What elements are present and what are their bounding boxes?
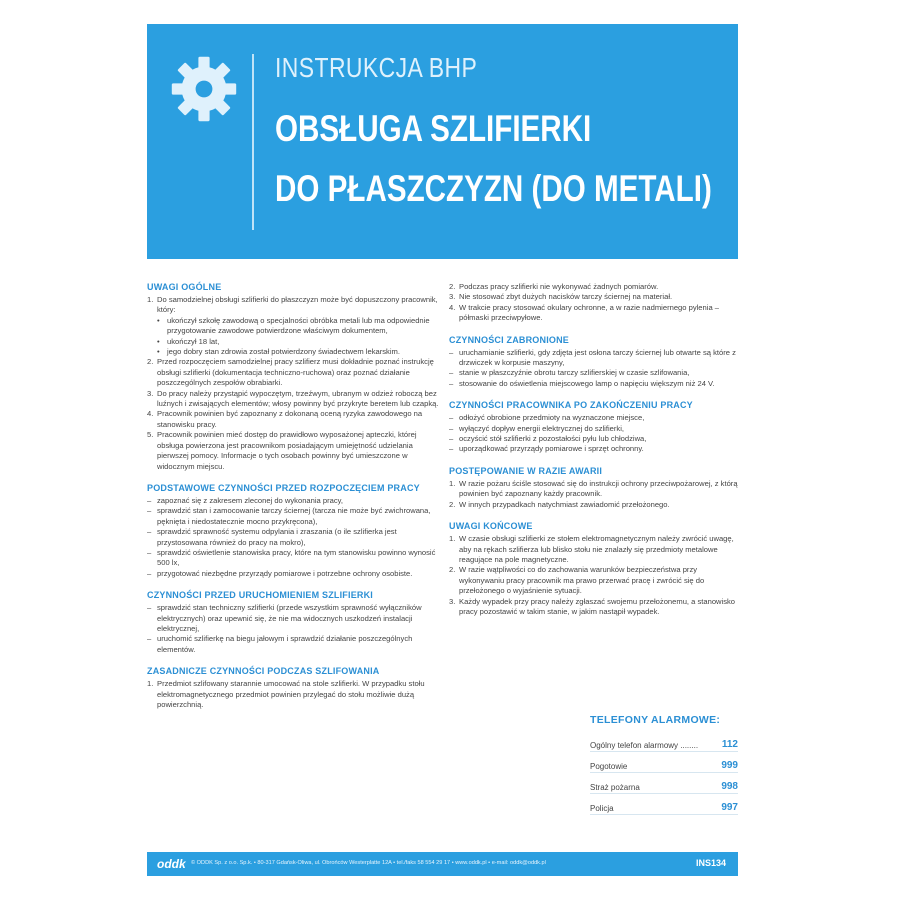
list-item: 3. Nie stosować zbyt dużych nacisków tarczy ściernej na materiał. — [449, 292, 673, 302]
list-item: – uporządkować przyrządy pomiarowe i sprzęt ochronny. — [449, 444, 644, 454]
list-item: 3. Każdy wypadek przy pracy należy zgłaszać swojemu przełożonemu, a stanowisko pracy pozostawić w takim stanie, w jakim nastąpił wypadek. — [449, 596, 736, 616]
list-item: – stanie w płaszczyźnie obrotu tarczy szlifierskiej w czasie szlifowania, — [449, 368, 690, 378]
section-heading: CZYNNOŚCI PRZED URUCHOMIENIEM SZLIFIERKI — [147, 590, 374, 601]
list-item: 5. Pracownik powinien mieć dostęp do prawidłowo wyposażonej apteczki, której obsługa powierzona jest pracownikom posiadającym umiejętność udzielania pierwszej pomocy. Informacje o tych osobach powinny być umieszczone w widocznym miejscu. — [147, 430, 417, 471]
footer-bar — [147, 852, 738, 876]
document-type: INSTRUKCJA BHP — [275, 52, 478, 83]
list-item: – odłożyć obrobione przedmioty na wyznaczone miejsce, — [449, 413, 645, 423]
list-item: – uruchamianie szlifierki, gdy zdjęta jest osłona tarczy ściernej lub otwarte są które z drzwiczek w korpusie maszyny, — [449, 347, 736, 368]
section-before-start — [147, 483, 439, 579]
list-item: 4. W trakcie pracy stosować okulary ochronne, a w razie nadmiernego pylenia – półmaski przeciwpyłowe. — [449, 302, 720, 323]
list-item: – stosowanie do oświetlenia miejscowego lamp o napięciu większym niż 24 V. — [449, 378, 715, 388]
list-item: 2. Przed rozpoczęciem samodzielnej pracy szlifierz musi dokładnie poznać instrukcję obsługi szlifierki (dokumentacja techniczno-ruchowa) oraz poznać działanie poszczególnych zespołów obrabiarki. — [147, 357, 434, 388]
footer-contact: © ODDK Sp. z o.o. Sp.k. • 80-317 Gdańsk-Oliwa, ul. Obrońców Westerplatte 12A • tel./faks 58 554 29 17 • www.oddk.pl • e-mail: oddk@oddk.pl — [191, 860, 546, 866]
list-item: – zapoznać się z zakresem zleconej do wykonania pracy, — [147, 495, 343, 505]
section-during-grinding — [147, 666, 439, 710]
list-item: 2. W razie wątpliwości co do zachowania warunków bezpieczeństwa przy wykonywaniu pracy pracownik ma prawo przerwać pracę i zwrócić się do przełożonego o wyjaśnienie sytuacji. — [449, 565, 705, 596]
section-during-grinding-cont — [449, 282, 741, 324]
phone-label: Pogotowie — [590, 762, 628, 771]
list-item: 1. Przedmiot szlifowany starannie umocować na stole szlifierki. W przypadku stołu elektromagnetycznego przedmiot powinien przylegać do stołu możliwie dużą powierzchnią. — [147, 679, 425, 709]
list-item: • ukończył 18 lat, — [157, 336, 220, 346]
phone-label: Straż pożarna — [590, 783, 640, 792]
list-item: 1. W czasie obsługi szlifierki ze stołem elektromagnetycznym należy zwrócić uwagę, aby na rękach szlifierza lub blisko stołu nie znalazły się przedmioty metalowe reagujące na pole magnetyczne. — [449, 534, 734, 564]
list-item: – sprawdzić oświetlenie stanowiska pracy, które na tym stanowisku powinno wynosić 500 lx, — [147, 547, 436, 568]
phones-heading: TELEFONY ALARMOWE: — [590, 714, 721, 726]
phone-row — [590, 794, 738, 815]
phone-row — [590, 731, 738, 752]
list-item: – sprawdzić sprawność systemu odpylania i zraszania (o ile szlifierka jest przystosowana również do pracy na mokro), — [147, 527, 397, 547]
phone-number: 112 — [721, 739, 738, 750]
section-after-work — [449, 400, 741, 455]
section-heading: UWAGI OGÓLNE — [147, 282, 222, 292]
company-logo: oddk — [157, 857, 186, 871]
section-emergency — [449, 466, 741, 510]
list-item: – oczyścić stół szlifierki z pozostałości pyłu lub chłodziwa, — [449, 434, 647, 444]
list-item: 1. W razie pożaru ściśle stosować się do instrukcji ochrony przeciwpożarowej, z którą powinien być zapoznany każdy pracownik. — [449, 478, 738, 499]
header-divider — [252, 54, 254, 230]
section-heading: CZYNNOŚCI ZABRONIONE — [449, 334, 570, 345]
phone-label: Policja — [590, 804, 614, 813]
list-item: 2. W innych przypadkach natychmiast zawiadomić przełożonego. — [449, 499, 670, 509]
left-column — [147, 282, 439, 721]
phone-row — [590, 752, 738, 773]
section-heading: CZYNNOŚCI PRACOWNIKA PO ZAKOŃCZENIU PRACY — [449, 400, 693, 411]
header-banner — [147, 24, 738, 259]
list-item: 1. Do samodzielnej obsługi szlifierki do płaszczyzn może być dopuszczony pracownik, który: — [147, 295, 438, 315]
section-final-notes — [449, 521, 741, 617]
gear-icon — [169, 54, 239, 124]
phone-number: 999 — [721, 760, 738, 771]
section-forbidden — [449, 335, 741, 390]
list-item: 3. Do pracy należy przystąpić wypoczętym, trzeźwym, ubranym w odzież roboczą bez luźnych i zwisających elementów; włosy powinny być przykryte beretem lub czapką. — [147, 388, 439, 409]
list-item: • ukończył szkołę zawodową o specjalności obróbka metali lub ma odpowiednie przygotowanie zawodowe potwierdzone właściwym dokumentem, — [157, 315, 430, 336]
section-before-launch — [147, 590, 439, 655]
list-item: – sprawdzić stan i zamocowanie tarczy ściernej (tarcza nie może być zwichrowana, pęknięta i niedostatecznie mocno przykręcona), — [147, 506, 431, 526]
page-title-line2: DO PŁASZCZYZN (DO METALI) — [275, 168, 712, 209]
list-item: – uruchomić szlifierkę na biegu jałowym i sprawdzić działanie poszczególnych elementów. — [147, 634, 413, 654]
list-item: 4. Pracownik powinien być zapoznany z dokonaną oceną ryzyka zawodowego na stanowisku pracy. — [147, 409, 423, 429]
phone-number: 997 — [721, 802, 738, 813]
list-item: – sprawdzić stan techniczny szlifierki (przede wszystkim sprawność wyłączników elektrycznych) oraz upewnić się, że nie ma widocznych uszkodzeń instalacji elektrycznej, — [147, 603, 422, 633]
list-item: – przygotować niezbędne przyrządy pomiarowe i potrzebne ochrony osobiste. — [147, 568, 413, 578]
phone-label: Ogólny telefon alarmowy ........ — [590, 741, 699, 750]
list-item: – wyłączyć dopływ energii elektrycznej do szlifierki, — [449, 423, 625, 433]
phone-row — [590, 773, 738, 794]
section-heading: PODSTAWOWE CZYNNOŚCI PRZED ROZPOCZĘCIEM PRACY — [147, 482, 420, 493]
section-heading: POSTĘPOWANIE W RAZIE AWARII — [449, 465, 603, 476]
list-item: • jego dobry stan zdrowia został potwierdzony świadectwem lekarskim. — [157, 347, 400, 357]
instruction-sheet — [147, 24, 738, 876]
emergency-phones — [590, 714, 738, 815]
right-column — [449, 282, 741, 628]
section-heading: ZASADNICZE CZYNNOŚCI PODCZAS SZLIFOWANIA — [147, 666, 380, 677]
section-general-notes — [147, 282, 439, 472]
document-code: INS134 — [695, 858, 726, 868]
page-title-line1: OBSŁUGA SZLIFIERKI — [275, 108, 592, 149]
list-item: 2. Podczas pracy szlifierki nie wykonywać żadnych pomiarów. — [449, 282, 659, 291]
phone-number: 998 — [721, 781, 738, 792]
section-heading: UWAGI KOŃCOWE — [449, 521, 533, 532]
